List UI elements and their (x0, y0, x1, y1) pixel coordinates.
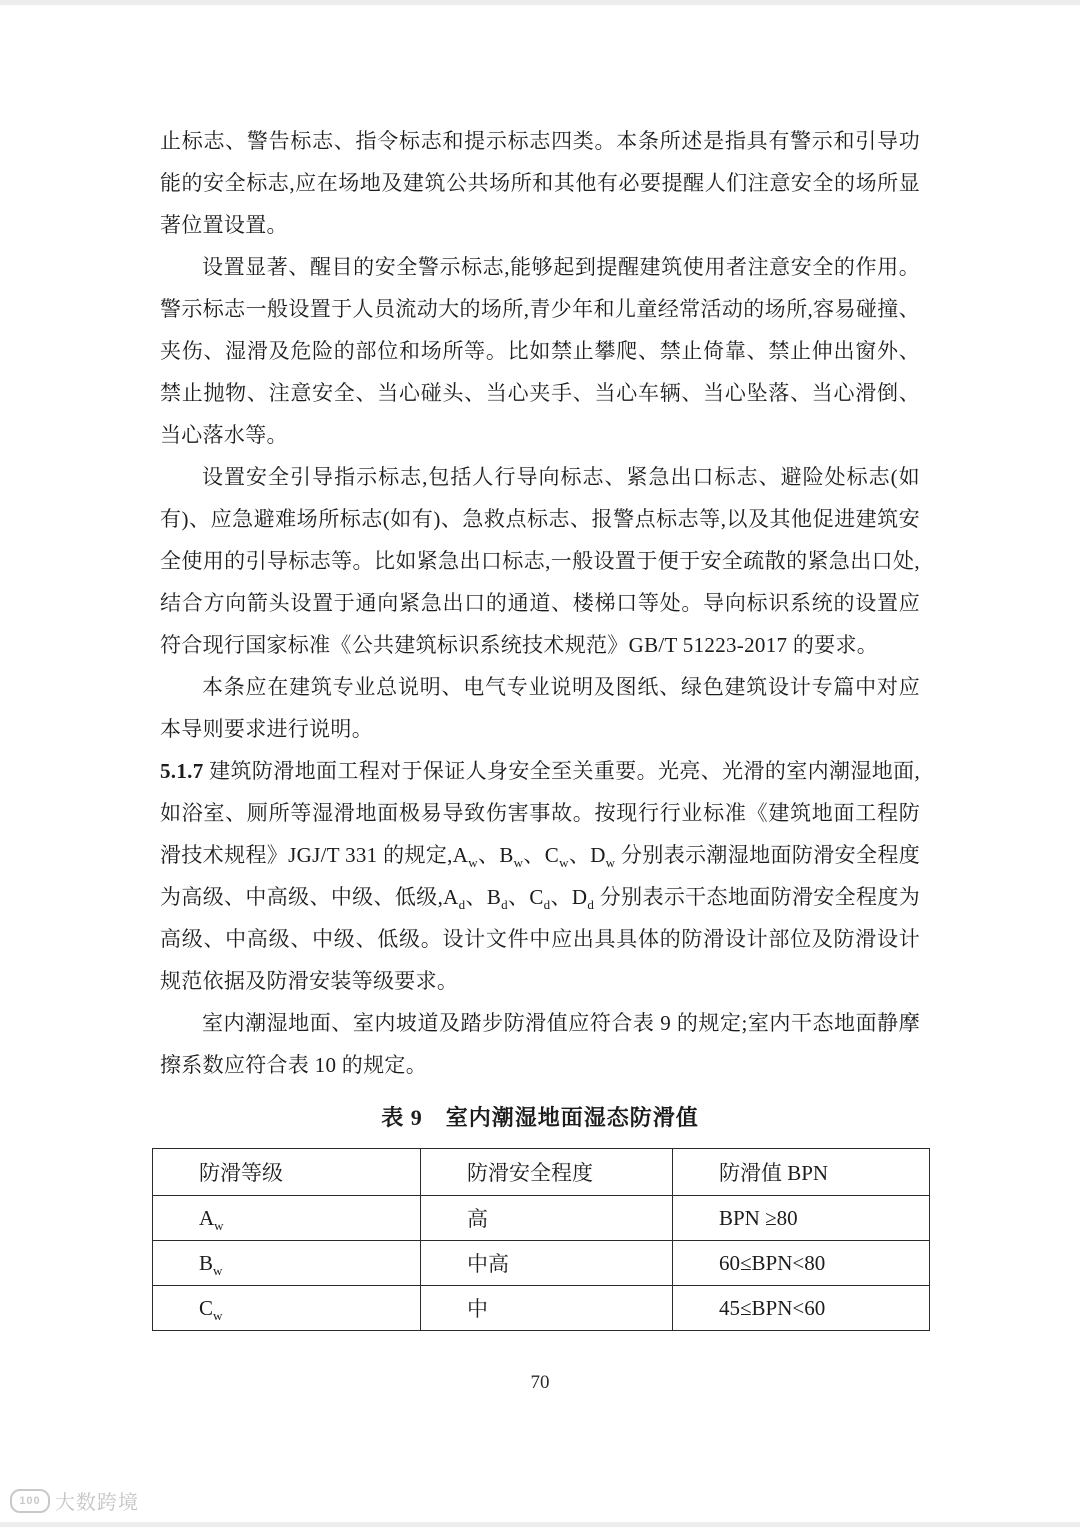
paragraph-warning-signs: 设置显著、醒目的安全警示标志,能够起到提醒建筑使用者注意安全的作用。警示标志一般设置于人员流动大的场所,青少年和儿童经常活动的场所,容易碰撞、夹伤、湿滑及危险的部位和场所等。比如禁止攀爬、禁止倚靠、禁止伸出窗外、禁止抛物、注意安全、当心碰头、当心夹手、当心车辆、当心坠落、当心滑倒、当心落水等。 (160, 255, 920, 447)
table-header-degree: 防滑安全程度 (421, 1149, 673, 1196)
document-body (160, 120, 920, 1331)
table-cell-grade: $C_w$ (153, 1286, 421, 1331)
page-top-edge (0, 0, 1080, 5)
paragraph-guidance-signs: 设置安全引导指示标志,包括人行导向标志、紧急出口标志、避险处标志(如有)、应急避难场所标志(如有)、急救点标志、报警点标志等,以及其他促进建筑安全使用的引导标志等。比如紧急出口标志,一般设置于便于安全疏散的紧急出口处,结合方向箭头设置于通向紧急出口的通道、楼梯口等处。导向标识系统的设置应符合现行国家标准《公共建筑标识系统技术规范》GB/T 51223-2017 的要求。 (160, 465, 920, 657)
table-header-bpn: 防滑值 BPN (673, 1149, 930, 1196)
table-cell-grade: $B_w$ (153, 1241, 421, 1286)
table-cell-grade: $A_w$ (153, 1196, 421, 1241)
table-9-anti-slip (152, 1148, 930, 1331)
table-row (153, 1286, 930, 1331)
paragraph-continuation: 止标志、警告标志、指令标志和提示标志四类。本条所述是指具有警示和引导功能的安全标志,应在场地及建筑公共场所和其他有必要提醒人们注意安全的场所显著位置设置。 (160, 129, 920, 237)
paragraph-specialty-notes: 本条应在建筑专业总说明、电气专业说明及图纸、绿色建筑设计专篇中对应本导则要求进行说明。 (160, 675, 920, 741)
table-row (153, 1241, 930, 1286)
watermark-label: 大数跨境 (55, 1492, 139, 1514)
table-cell-value: 45≤BPN<60 (673, 1286, 930, 1331)
table-cell-value: BPN ≥80 (673, 1196, 930, 1241)
table-row (153, 1196, 930, 1241)
table-cell-degree: 高 (421, 1196, 673, 1241)
table-9-wrapper (152, 1148, 929, 1331)
table-cell-value: 60≤BPN<80 (673, 1241, 930, 1286)
watermark-logo-icon: 100 (10, 1489, 50, 1513)
paragraph-section-5-1-7: 5.1.7 建筑防滑地面工程对于保证人身安全至关重要。光亮、光滑的室内潮湿地面,如浴室、厕所等湿滑地面极易导致伤害事故。按现行行业标准《建筑地面工程防滑技术规程》JGJ/T 331 的规定$,A_w$、$B_w$、$C_w$、$D_w$ 分别表示潮湿地面防滑安全程度为高级、中高级、中级、低级$,A_d$、$B_d$、$C_d$、$D_d$ 分别表示干态地面防滑安全程度为高级、中高级、中级、低级。设计文件中应出具具体的防滑设计部位及防滑设计规范依据及防滑安装等级要求。 (160, 759, 921, 993)
page-number: 70 (530, 1372, 550, 1393)
paragraph-table-reference: 室内潮湿地面、室内坡道及踏步防滑值应符合表 9 的规定;室内干态地面静摩擦系数应符合表 10 的规定。 (160, 1011, 920, 1077)
table-cell-degree: 中高 (421, 1241, 673, 1286)
table-header-grade: 防滑等级 (153, 1149, 421, 1196)
table-header-row (153, 1149, 930, 1196)
table-cell-degree: 中 (421, 1286, 673, 1331)
page-bottom-edge (0, 1522, 1080, 1527)
watermark (10, 1486, 139, 1515)
table-caption: 表 9 室内潮湿地面湿态防滑值 (381, 1105, 699, 1130)
